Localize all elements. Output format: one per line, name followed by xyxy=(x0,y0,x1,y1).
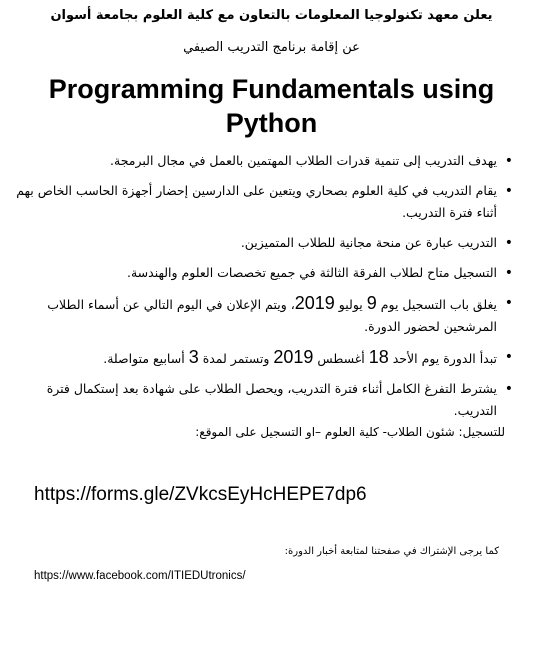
detail-free: التدريب عبارة عن منحة مجانية للطلاب المتميزين. xyxy=(240,235,497,250)
list-item xyxy=(2,232,497,254)
facebook-page-link[interactable]: https://www.facebook.com/ITIEDUtronics/ xyxy=(34,570,246,582)
detail-duration-post: أسابيع متواصلة. xyxy=(103,351,185,366)
deadline-month: يوليو xyxy=(338,297,363,312)
list-item xyxy=(2,346,497,370)
list-item xyxy=(2,262,497,284)
registration-info: للتسجيل: شئون الطلاب- كلية العلوم –او التسجيل على الموقع: xyxy=(195,425,505,439)
list-item xyxy=(2,150,497,172)
detail-goal: يهدف التدريب إلى تنمية قدرات الطلاب المهتمين بالعمل في مجال البرمجة. xyxy=(110,153,497,168)
details-list xyxy=(2,150,515,430)
course-title-line1: Programming Fundamentals using xyxy=(48,74,495,104)
duration-weeks: 3 xyxy=(188,347,199,367)
detail-certificate: يشترط التفرغ الكامل أثناء فترة التدريب، ويحصل الطلاب على شهادة بعد إستكمال فترة التدريب. xyxy=(46,381,497,418)
deadline-year: 2019 xyxy=(294,293,335,313)
registration-form-link[interactable]: https://forms.gle/ZVkcsEyHcHEPE7dp6 xyxy=(34,484,367,505)
start-day: 18 xyxy=(368,347,389,367)
start-month: أغسطس xyxy=(317,351,365,366)
follow-page-text: كما يرجى الإشتراك في صفحتنا لمتابعة أخبار الدورة: xyxy=(284,546,499,557)
start-year: 2019 xyxy=(273,347,314,367)
detail-location: يقام التدريب في كلية العلوم بصحاري ويتعين على الدارسين إحضار أجهزة الحاسب الخاص بهم أثناء فترة التدريب. xyxy=(16,183,497,220)
detail-duration-pre: وتستمر لمدة xyxy=(202,351,270,366)
detail-start-pre: تبدأ الدورة يوم الأحد xyxy=(392,351,497,366)
announcement-header: يعلن معهد تكنولوجيا المعلومات بالتعاون مع كلية العلوم بجامعة أسوان xyxy=(50,8,493,23)
list-item xyxy=(2,292,497,338)
list-item xyxy=(2,378,497,422)
detail-eligibility: التسجيل متاح لطلاب الفرقة الثالثة في جميع تخصصات العلوم والهندسة. xyxy=(126,265,497,280)
announcement-subheader: عن إقامة برنامج التدريب الصيفي xyxy=(183,40,360,55)
detail-deadline-pre: يغلق باب التسجيل يوم xyxy=(380,297,497,312)
course-title xyxy=(10,72,533,140)
list-item xyxy=(2,180,497,224)
detail-deadline-post: ، ويتم الإعلان في اليوم التالي عن أسماء الطلاب المرشحين لحضور الدورة. xyxy=(47,297,497,334)
deadline-day: 9 xyxy=(366,293,377,313)
course-title-line2: Python xyxy=(225,108,318,138)
